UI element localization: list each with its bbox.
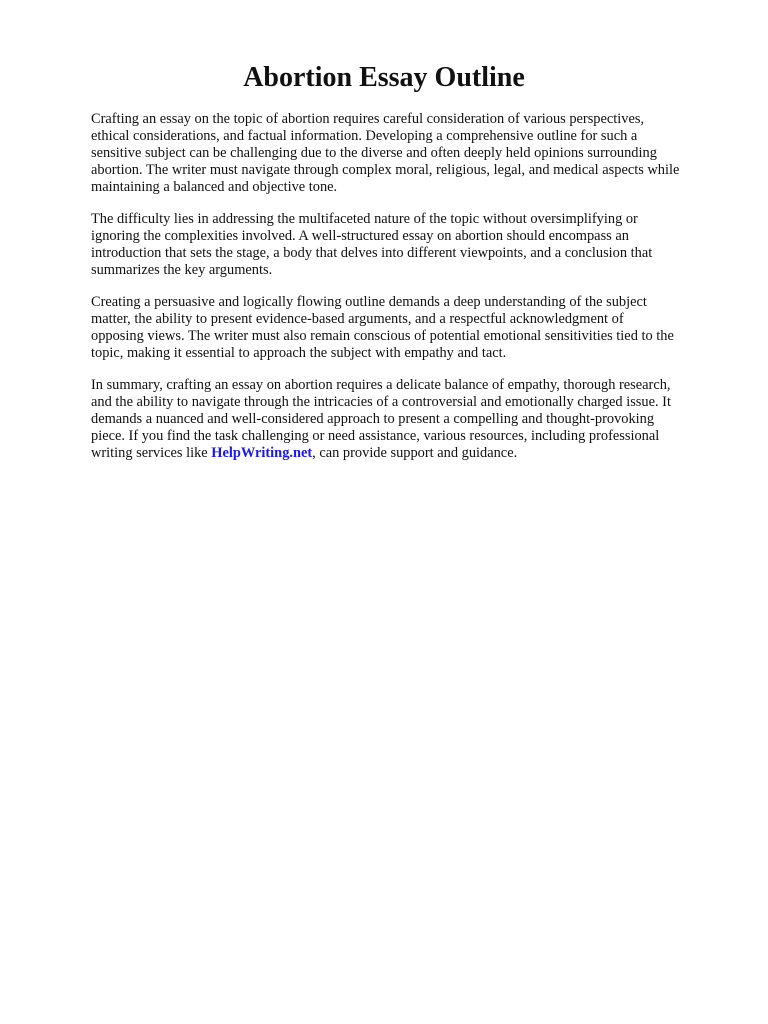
helpwriting-link[interactable]: HelpWriting.net	[211, 445, 313, 461]
link-prefix-text: writing services like	[91, 445, 212, 461]
paragraph-line: In summary, crafting an essay on abortion requires a delicate balance of empathy, thorough research,	[91, 377, 671, 393]
paragraph-line: maintaining a balanced and objective tone.	[91, 179, 338, 195]
paragraph-line: opposing views. The writer must also remain conscious of potential emotional sensitivities tied to the	[91, 328, 674, 344]
paragraph-1	[91, 111, 737, 196]
paragraph-line: introduction that sets the stage, a body that delves into different viewpoints, and a conclusion that	[91, 245, 653, 261]
paragraph-2	[91, 211, 737, 279]
paragraph-line: Crafting an essay on the topic of abortion requires careful consideration of various perspectives,	[91, 111, 645, 127]
paragraph-line: topic, making it essential to approach the subject with empathy and tact.	[91, 345, 507, 361]
link-suffix-text: , can provide support and guidance.	[312, 445, 518, 461]
paragraph-line: and the ability to navigate through the intricacies of a controversial and emotionally charged issue. It	[91, 394, 671, 410]
paragraph-line: demands a nuanced and well-considered approach to present a compelling and thought-provoking	[91, 411, 655, 427]
document-title: Abortion Essay Outline	[243, 62, 525, 93]
paragraph-line: ignoring the complexities involved. A well-structured essay on abortion should encompass an	[91, 228, 629, 244]
paragraph-line: Creating a persuasive and logically flowing outline demands a deep understanding of the subject	[91, 294, 647, 310]
paragraph-last-line	[91, 445, 737, 462]
document-body	[91, 111, 737, 477]
paragraph-line: summarizes the key arguments.	[91, 262, 273, 278]
paragraph-line: ethical considerations, and factual information. Developing a comprehensive outline for such a	[91, 128, 638, 144]
paragraph-3	[91, 294, 737, 362]
paragraph-line: sensitive subject can be challenging due to the diverse and often deeply held opinions surrounding	[91, 145, 657, 161]
paragraph-line: matter, the ability to present evidence-based arguments, and a respectful acknowledgment of	[91, 311, 624, 327]
paragraph-line: piece. If you find the task challenging or need assistance, various resources, including professional	[91, 428, 660, 444]
paragraph-line: abortion. The writer must navigate through complex moral, religious, legal, and medical aspects while	[91, 162, 680, 178]
paragraph-line: The difficulty lies in addressing the multifaceted nature of the topic without oversimplifying or	[91, 211, 638, 227]
paragraph-4	[91, 377, 737, 462]
